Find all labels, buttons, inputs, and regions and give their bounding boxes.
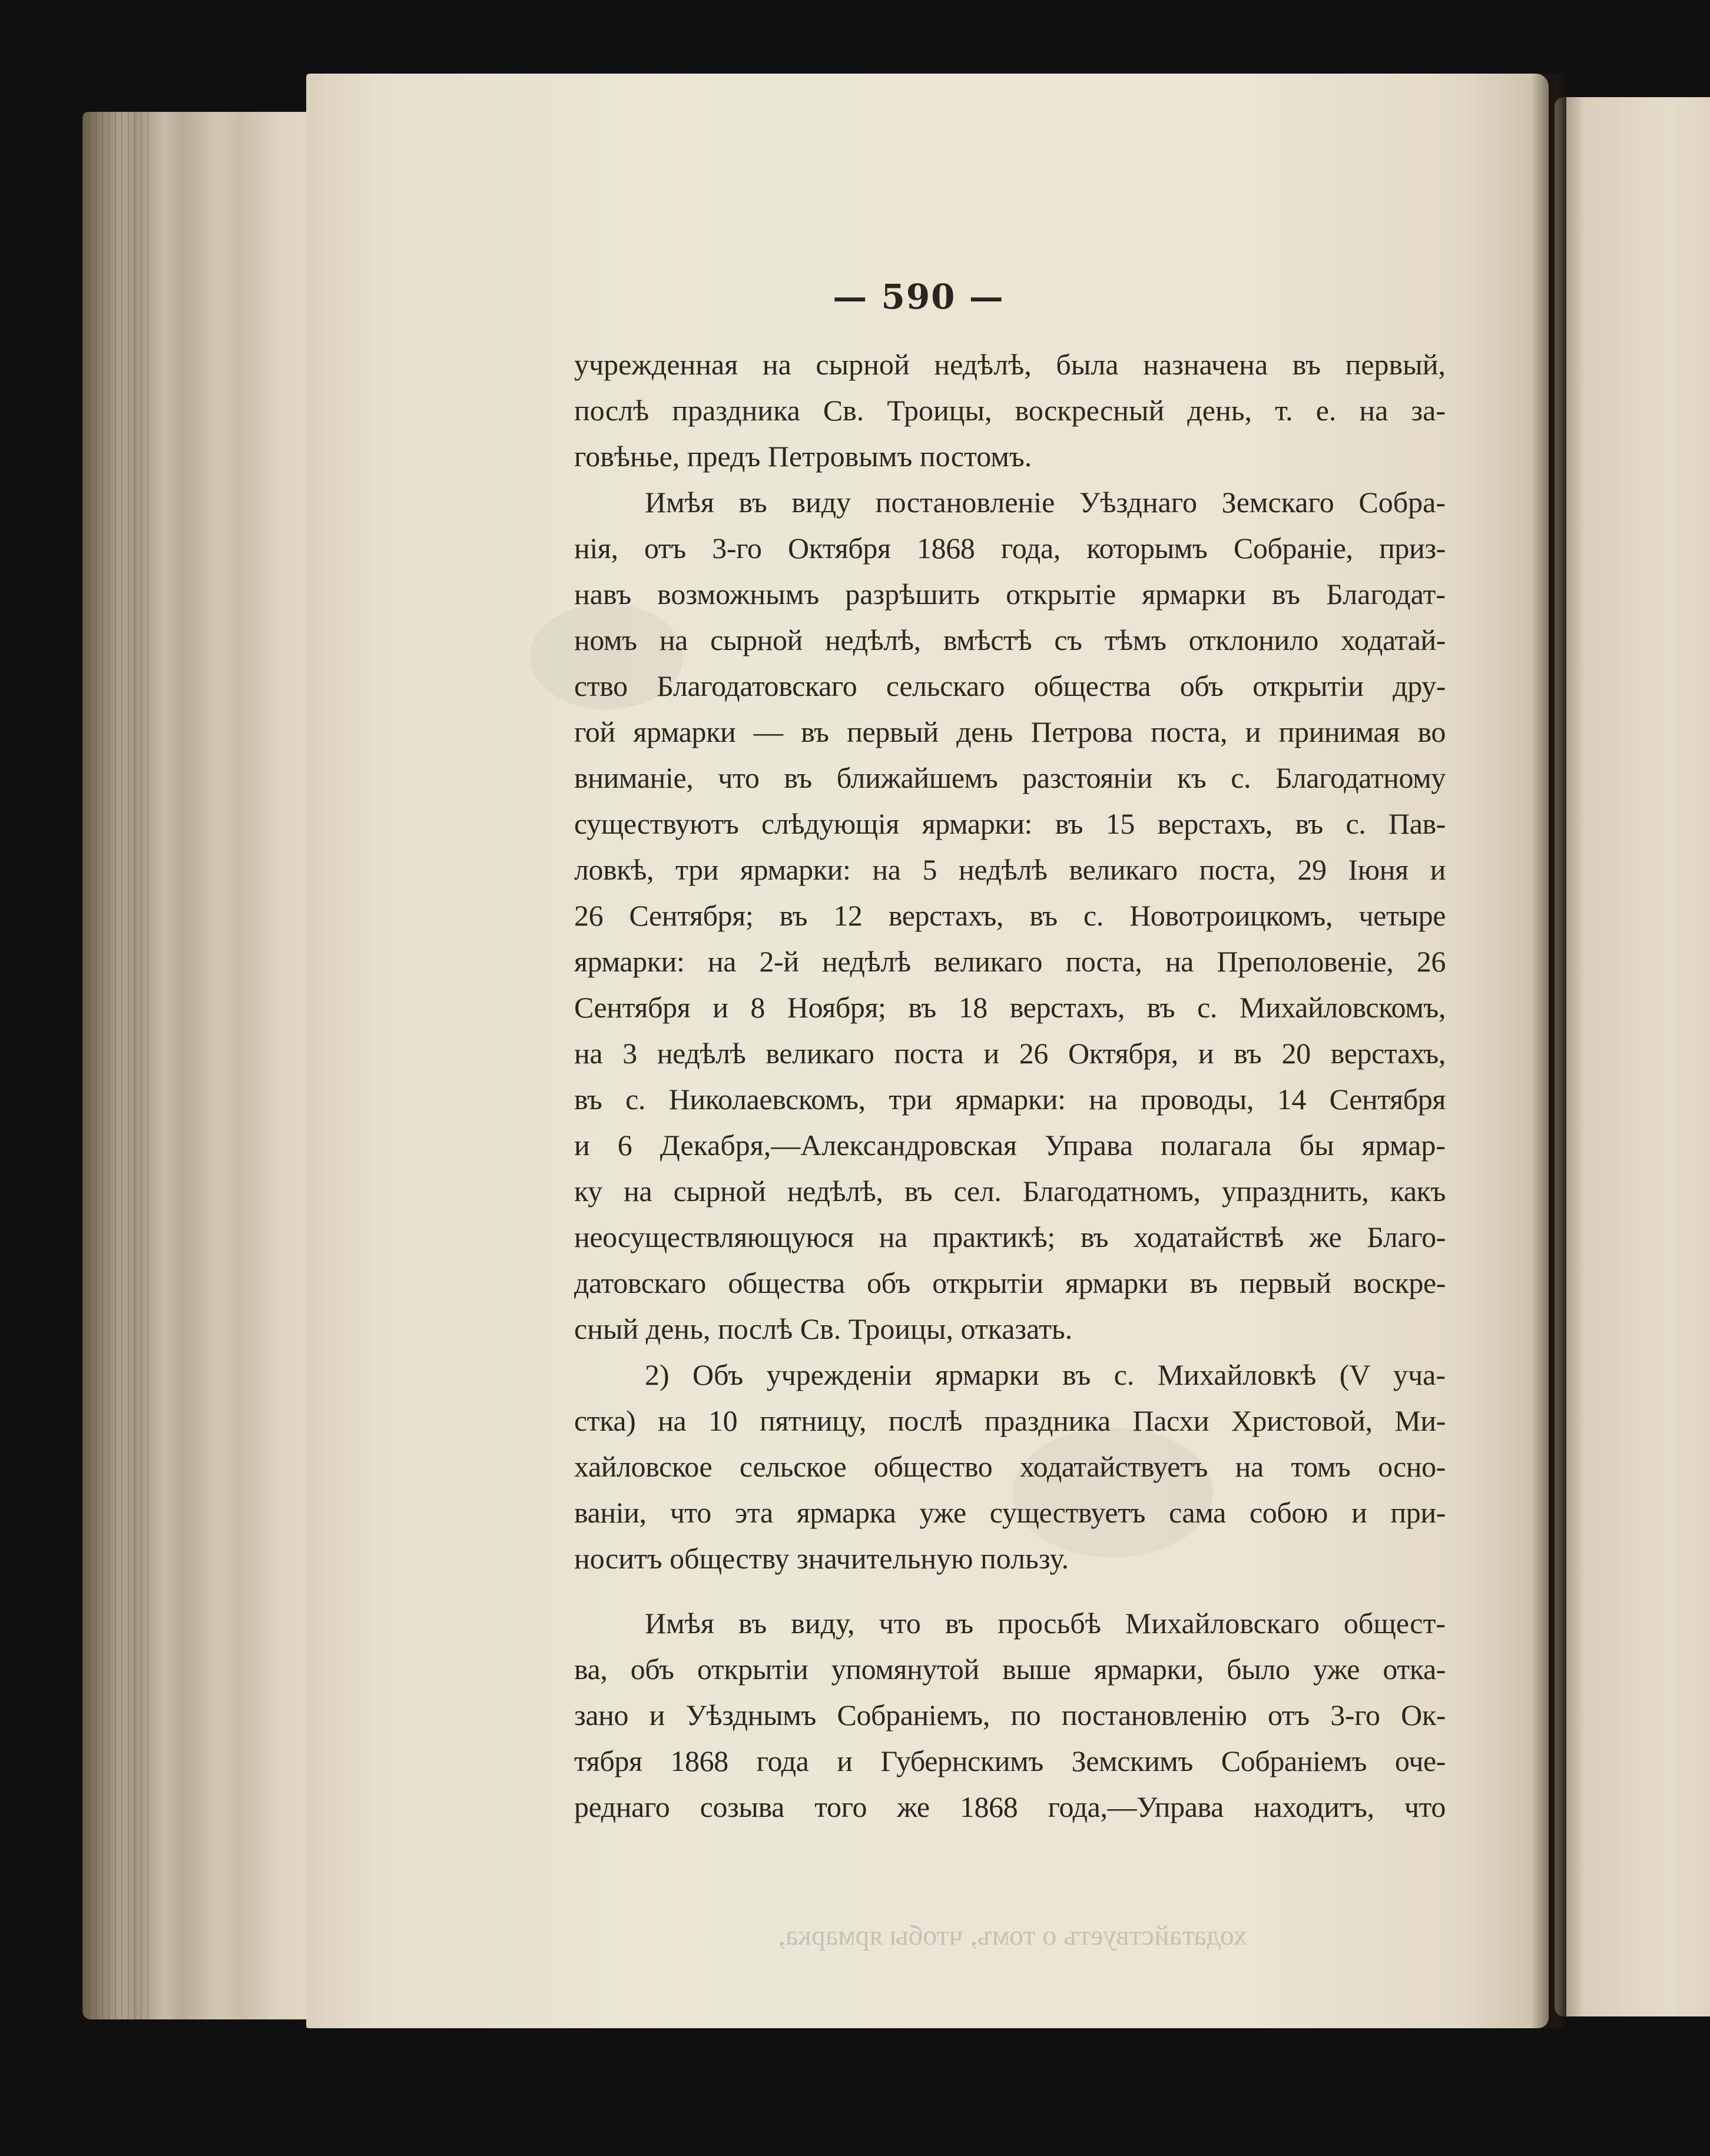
text-line: тября 1868 года и Губернскимъ Земскимъ Собраніемъ оче- — [574, 1744, 1446, 1777]
text-line: въ с. Николаевскомъ, три ярмарки: на проводы, 14 Сентября — [574, 1083, 1446, 1116]
text-line: ярмарки: на 2-й недѣлѣ великаго поста, на Преполовеніе, 26 — [574, 945, 1446, 978]
text-line: Имѣя въ виду постановленіе Уѣзднаго Земскаго Собра- — [645, 486, 1446, 519]
text-line: ку на сырной недѣлѣ, въ сел. Благодатномъ, упразднить, какъ — [574, 1175, 1446, 1208]
text-line: 26 Сентября; въ 12 верстахъ, въ с. Новотроицкомъ, четыре — [574, 899, 1446, 932]
body-text — [574, 341, 1446, 1830]
text-line: неосуществляющуюся на практикѣ; въ ходатайствѣ же Благо- — [574, 1220, 1446, 1253]
text-line: гой ярмарки — въ первый день Петрова поста, и принимая во — [574, 715, 1446, 748]
text-line: ваніи, что эта ярмарка уже существуетъ сама собою и при- — [574, 1496, 1446, 1529]
text-line: навъ возможнымъ разрѣшить открытіе ярмарки въ Благодат- — [574, 578, 1446, 611]
text-line: стка) на 10 пятницу, послѣ праздника Пасхи Христовой, Ми- — [574, 1404, 1446, 1437]
text-line: носитъ обществу значительную пользу. — [574, 1542, 1069, 1575]
text-line: на 3 недѣлѣ великаго поста и 26 Октября, и въ 20 верстахъ, — [574, 1037, 1446, 1070]
text-line: ловкѣ, три ярмарки: на 5 недѣлѣ великаго поста, 29 Іюня и — [574, 853, 1446, 886]
text-line: нія, отъ 3-го Октября 1868 года, которымъ Собраніе, приз- — [574, 532, 1446, 565]
text-line: ва, объ открытіи упомянутой выше ярмарки, было уже отка- — [574, 1653, 1446, 1686]
text-line: номъ на сырной недѣлѣ, вмѣстѣ съ тѣмъ отклонило ходатай- — [574, 623, 1446, 656]
text-line: говѣнье, предъ Петровымъ постомъ. — [574, 440, 1032, 473]
text-line: датовскаго общества объ открытіи ярмарки въ первый воскре- — [574, 1266, 1446, 1299]
text-line: зано и Уѣзднымъ Собраніемъ, по постановленію отъ 3-го Ок- — [574, 1699, 1446, 1732]
text-line: и 6 Декабря,—Александровская Управа полагала бы ярмар- — [574, 1129, 1446, 1162]
text-line: реднаго созыва того же 1868 года,—Управа находитъ, что — [574, 1790, 1446, 1823]
page-stack-edges — [82, 112, 330, 2019]
gutter-shadow — [1531, 74, 1566, 2028]
facing-page — [1555, 97, 1710, 2016]
text-line: вниманіе, что въ ближайшемъ разстояніи къ с. Благодатному — [574, 761, 1446, 794]
bleed-through-text: ходатайствуетъ о томъ, чтобы ярмарка, — [778, 1920, 1247, 1951]
text-line: Имѣя въ виду, что въ просьбѣ Михайловскаго общест- — [645, 1607, 1446, 1640]
text-line: послѣ праздника Св. Троицы, воскресный день, т. е. на за- — [574, 394, 1446, 427]
text-line: Сентября и 8 Ноября; въ 18 верстахъ, въ с. Михайловскомъ, — [574, 991, 1446, 1024]
text-line: ство Благодатовскаго сельскаго общества объ открытіи дру- — [574, 669, 1446, 702]
page-number: — 590 — — [833, 277, 1005, 317]
text-line: 2) Объ учрежденіи ярмарки въ с. Михайловкѣ (V уча- — [645, 1358, 1446, 1391]
text-line: хайловское сельское общество ходатайствуетъ на томъ осно- — [574, 1450, 1446, 1483]
text-line: сный день, послѣ Св. Троицы, отказать. — [574, 1312, 1073, 1345]
text-line: существуютъ слѣдующія ярмарки: въ 15 верстахъ, въ с. Пав- — [574, 807, 1446, 840]
text-line: учрежденная на сырной недѣлѣ, была назначена въ первый, — [574, 348, 1446, 381]
